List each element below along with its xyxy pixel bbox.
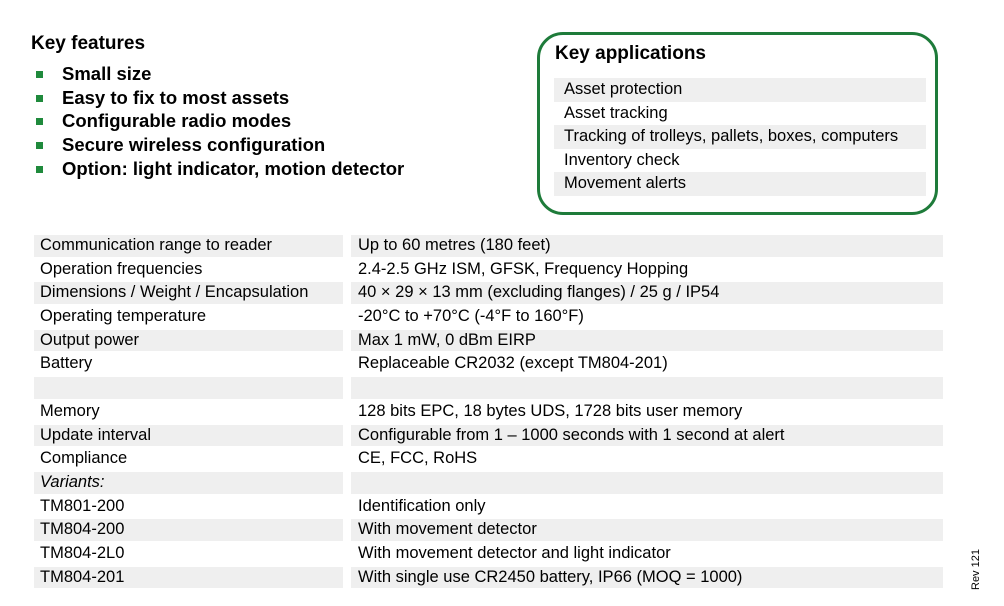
spec-row — [34, 566, 943, 590]
application-item: Asset protection — [554, 78, 926, 102]
specifications-table — [34, 234, 943, 589]
feature-text: Secure wireless configuration — [62, 134, 326, 156]
spec-label: Dimensions / Weight / Encapsulation — [34, 282, 343, 304]
spec-row — [34, 305, 943, 329]
spec-label: Memory — [40, 401, 100, 420]
spec-row-variants-header — [34, 471, 943, 495]
spec-label — [34, 377, 343, 399]
spec-row — [34, 281, 943, 305]
application-item: Asset tracking — [564, 103, 668, 122]
feature-item — [36, 109, 404, 133]
spec-value: 40 × 29 × 13 mm (excluding flanges) / 25 g / IP54 — [351, 282, 943, 304]
spec-row — [34, 329, 943, 353]
spec-value: CE, FCC, RoHS — [358, 449, 478, 468]
square-bullet-icon — [36, 142, 43, 149]
spec-value: Configurable from 1 – 1000 seconds with 1 second at alert — [351, 425, 943, 447]
spec-value: 128 bits EPC, 18 bytes UDS, 1728 bits user memory — [358, 401, 743, 420]
key-applications-title: Key applications — [555, 43, 706, 64]
spec-value: Identification only — [358, 496, 486, 515]
spec-label: Variants: — [34, 472, 343, 494]
feature-item — [36, 62, 404, 86]
spec-value — [351, 472, 943, 494]
key-features-title: Key features — [31, 33, 146, 54]
spec-label: Output power — [34, 330, 343, 352]
spec-row — [34, 495, 943, 519]
spec-value: With movement detector and light indicator — [358, 543, 671, 562]
feature-text: Easy to fix to most assets — [62, 86, 290, 108]
spec-row — [34, 424, 943, 448]
key-applications-box — [537, 32, 938, 215]
square-bullet-icon — [36, 166, 43, 173]
spec-label: Update interval — [34, 425, 343, 447]
feature-text: Option: light indicator, motion detector — [62, 157, 405, 179]
feature-item — [36, 157, 404, 181]
spec-row — [34, 258, 943, 282]
feature-item — [36, 133, 404, 157]
square-bullet-icon — [36, 118, 43, 125]
spec-value: Up to 60 metres (180 feet) — [351, 235, 943, 257]
spec-label: Compliance — [40, 449, 128, 468]
spec-label: Communication range to reader — [34, 235, 343, 257]
spec-row — [34, 400, 943, 424]
spec-row — [34, 447, 943, 471]
spec-row — [34, 518, 943, 542]
spec-row — [34, 542, 943, 566]
spec-row — [34, 234, 943, 258]
square-bullet-icon — [36, 71, 43, 78]
spec-value: With single use CR2450 battery, IP66 (MOQ = 1000) — [351, 567, 943, 589]
spec-value — [351, 377, 943, 399]
spec-label: Battery — [40, 354, 93, 373]
spec-value: With movement detector — [351, 519, 943, 541]
square-bullet-icon — [36, 95, 43, 102]
key-features-list — [36, 62, 404, 180]
feature-item — [36, 86, 404, 110]
spec-value: 2.4-2.5 GHz ISM, GFSK, Frequency Hopping — [358, 259, 689, 278]
spec-value: Replaceable CR2032 (except TM804-201) — [358, 354, 668, 373]
feature-text: Configurable radio modes — [62, 110, 292, 132]
spec-row — [34, 352, 943, 376]
feature-text: Small size — [62, 63, 152, 84]
spec-row-empty — [34, 376, 943, 400]
spec-label: TM804-2L0 — [40, 543, 125, 562]
key-applications-list — [554, 78, 926, 196]
application-item: Tracking of trolleys, pallets, boxes, computers — [554, 125, 926, 149]
spec-label: TM804-200 — [34, 519, 343, 541]
spec-label: Operating temperature — [40, 307, 207, 326]
revision-label: Rev 121 — [970, 549, 982, 590]
application-item: Inventory check — [564, 150, 680, 169]
spec-label: TM804-201 — [34, 567, 343, 589]
spec-value: Max 1 mW, 0 dBm EIRP — [351, 330, 943, 352]
spec-label: Operation frequencies — [40, 259, 203, 278]
spec-label: TM801-200 — [40, 496, 125, 515]
application-item: Movement alerts — [554, 172, 926, 196]
spec-value: -20°C to +70°C (-4°F to 160°F) — [358, 307, 584, 326]
